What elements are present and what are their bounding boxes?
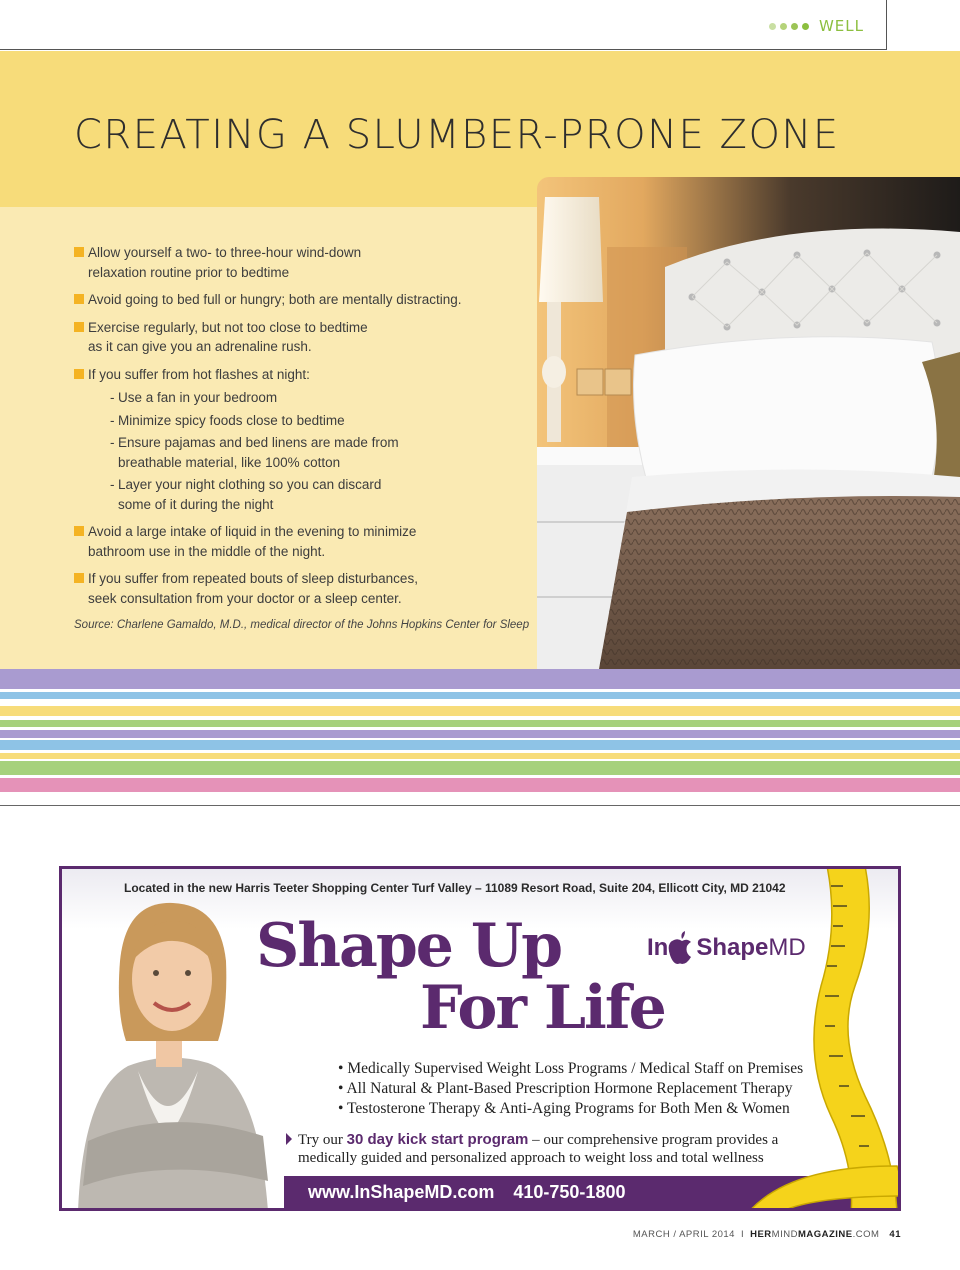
square-bullet-icon xyxy=(74,573,84,583)
hot-flash-sublist xyxy=(88,388,514,514)
tip-item xyxy=(74,318,514,357)
ad-bullet: • Testosterone Therapy & Anti-Aging Programs for Both Men & Women xyxy=(338,1099,803,1119)
tip-line: Avoid going to bed full or hungry; both are mentally distracting. xyxy=(88,292,462,307)
stripe xyxy=(0,669,960,689)
ad-website-link[interactable]: www.InShapeMD.com xyxy=(308,1182,495,1202)
ad-bullet: • Medically Supervised Weight Loss Programs / Medical Staff on Premises xyxy=(338,1059,803,1079)
tip-item xyxy=(74,569,514,608)
tip-line: Avoid a large intake of liquid in the evening to minimize xyxy=(88,524,417,539)
stripe xyxy=(0,706,960,716)
ad-headline-line1: Shape Up xyxy=(256,911,562,981)
square-bullet-icon xyxy=(74,294,84,304)
subtip-line: Use a fan in your bedroom xyxy=(118,390,278,405)
ad-headline-line2: For Life xyxy=(420,973,665,1043)
ad-bullet: • All Natural & Plant-Based Prescription Hormone Replacement Therapy xyxy=(338,1079,803,1099)
tip-line: bathroom use in the middle of the night. xyxy=(88,543,326,559)
stripe xyxy=(0,792,960,795)
subtip-line: Minimize spicy foods close to bedtime xyxy=(118,412,345,428)
tip-line: If you suffer from repeated bouts of sleep disturbances, xyxy=(88,571,418,586)
subtip-line: some of it during the night xyxy=(118,496,274,512)
square-bullet-icon xyxy=(74,526,84,536)
section-dot xyxy=(791,23,798,30)
section-dot xyxy=(780,23,787,30)
tips-list xyxy=(74,243,514,616)
measuring-tape-image xyxy=(747,866,901,1211)
stripe xyxy=(0,699,960,706)
inshapemd-ad[interactable] xyxy=(59,866,901,1211)
woman-photo xyxy=(68,891,278,1211)
bedroom-illustration xyxy=(537,177,960,669)
stripe xyxy=(0,740,960,750)
tip-item xyxy=(74,243,514,282)
tip-line: as it can give you an adrenaline rush. xyxy=(88,339,312,354)
section-dot xyxy=(802,23,809,30)
section-divider xyxy=(0,805,960,806)
issue-date: MARCH / APRIL 2014 xyxy=(632,1229,735,1240)
tip-item xyxy=(74,522,514,561)
ad-kickstart-text: Try our 30 day kick start program – our comprehensive program provides a medically guided and personalized approach to weight loss and total wellness xyxy=(286,1131,826,1167)
page-footer: MARCH / APRIL 2014 I HERMINDMAGAZINE.COM 41 xyxy=(632,1229,901,1240)
header-rule xyxy=(0,49,887,50)
subtip-item: - Ensure pajamas and bed linens are made from breathable material, like 100% cotton xyxy=(88,433,514,472)
tip-line: Allow yourself a two- to three-hour wind-down xyxy=(88,245,362,260)
triangle-bullet-icon xyxy=(286,1133,292,1145)
square-bullet-icon xyxy=(74,369,84,379)
stripe xyxy=(0,778,960,792)
stripe xyxy=(0,692,960,699)
stripe xyxy=(0,720,960,727)
page-title: CREATING A SLUMBER-PRONE ZONE xyxy=(74,112,840,158)
decorative-stripes xyxy=(0,669,960,795)
subtip-line: Ensure pajamas and bed linens are made from xyxy=(118,435,399,450)
header-vertical-rule xyxy=(886,0,887,50)
square-bullet-icon xyxy=(74,322,84,332)
section-tag xyxy=(769,17,864,35)
section-dot xyxy=(769,23,776,30)
tip-line: seek consultation from your doctor or a sleep center. xyxy=(88,590,402,606)
tip-line: If you suffer from hot flashes at night: xyxy=(88,366,310,382)
ad-phone[interactable]: 410-750-1800 xyxy=(513,1182,626,1202)
tip-item xyxy=(74,290,514,310)
subtip-line: Layer your night clothing so you can discard xyxy=(118,477,382,492)
tip-item xyxy=(74,365,514,515)
inshapemd-logo: In Shape MD xyxy=(647,931,806,965)
subtip-item: - Minimize spicy foods close to bedtime xyxy=(88,411,514,431)
subtip-line: breathable material, like 100% cotton xyxy=(118,454,341,470)
apple-icon xyxy=(668,931,696,965)
tip-line: Exercise regularly, but not too close to bedtime xyxy=(88,319,368,335)
stripe xyxy=(0,730,960,738)
square-bullet-icon xyxy=(74,247,84,257)
site-name: HER xyxy=(750,1229,772,1240)
bedroom-photo xyxy=(537,177,960,669)
subtip-item: - Layer your night clothing so you can discard some of it during the night xyxy=(88,475,514,514)
section-label: WELL xyxy=(818,17,864,35)
tip-line: relaxation routine prior to bedtime xyxy=(88,264,290,280)
source-credit: Source: Charlene Gamaldo, M.D., medical director of the Johns Hopkins Center for Sleep xyxy=(74,619,530,631)
subtip-item: - Use a fan in your bedroom xyxy=(88,388,514,408)
ad-location: Located in the new Harris Teeter Shopping Center Turf Valley – 11089 Resort Road, Suite 204, Ellicott City, MD 21042 xyxy=(124,881,786,895)
stripe xyxy=(0,761,960,775)
ad-bullet-list xyxy=(338,1059,803,1119)
page-number: 41 xyxy=(889,1229,901,1240)
